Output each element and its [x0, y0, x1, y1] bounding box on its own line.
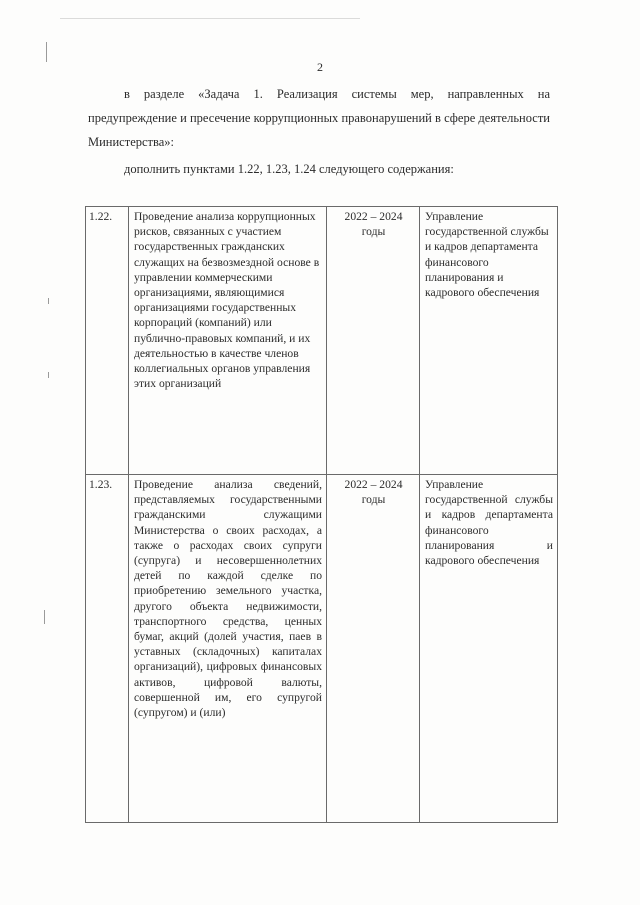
- table-row: [86, 475, 558, 823]
- scan-mark: [48, 298, 49, 304]
- row-number: 1.22.: [86, 207, 129, 475]
- scan-mark: [60, 18, 360, 19]
- activity-cell: Проведение анализа коррупционных рисков, связанных с участием государственных гражданских служащих на безвозмездной основе в управлении коммерческими организациями, являющимися организациями государственных корпораций (компаний) или публично-правовых компаний, и их деятельностью в качестве членов коллегиальных органов управления этих организаций: [129, 207, 327, 475]
- activity-cell: Проведение анализа сведений, представляемых государственными гражданскими служащими Министерства о своих расходах, а также о расходах своих супруги (супруга) и несовершеннолетних детей по каждой сделке по приобретению земельного участка, другого объекта недвижимости, транспортного средства, ценных бумаг, акций (долей участия, паев в уставных (складочных) капиталах организаций), цифровых финансовых активов, цифровой валюты, совершенной им, его супругой (супругом) и (или): [129, 475, 327, 823]
- scan-mark: [46, 42, 47, 62]
- row-number: 1.23.: [86, 475, 129, 823]
- responsible-cell: Управление государственной службы и кадров департамента финансового планирования и кадрового обеспечения: [420, 475, 558, 823]
- addition-paragraph: дополнить пунктами 1.22, 1.23, 1.24 следующего содержания:: [124, 162, 454, 176]
- table-row: [86, 207, 558, 475]
- period-cell: 2022 – 2024 годы: [327, 475, 420, 823]
- intro-paragraph: в разделе «Задача 1. Реализация системы мер, направленных на предупреждение и пресечение коррупционных правонарушений в сфере деятельности Министерства»:: [88, 87, 550, 149]
- measures-table: [85, 206, 558, 823]
- responsible-cell: Управление государственной службы и кадров департамента финансового планирования и кадрового обеспечения: [420, 207, 558, 475]
- scan-mark: [48, 372, 49, 378]
- page-number: 2: [317, 60, 323, 74]
- scan-mark: [44, 610, 45, 624]
- period-cell: 2022 – 2024 годы: [327, 207, 420, 475]
